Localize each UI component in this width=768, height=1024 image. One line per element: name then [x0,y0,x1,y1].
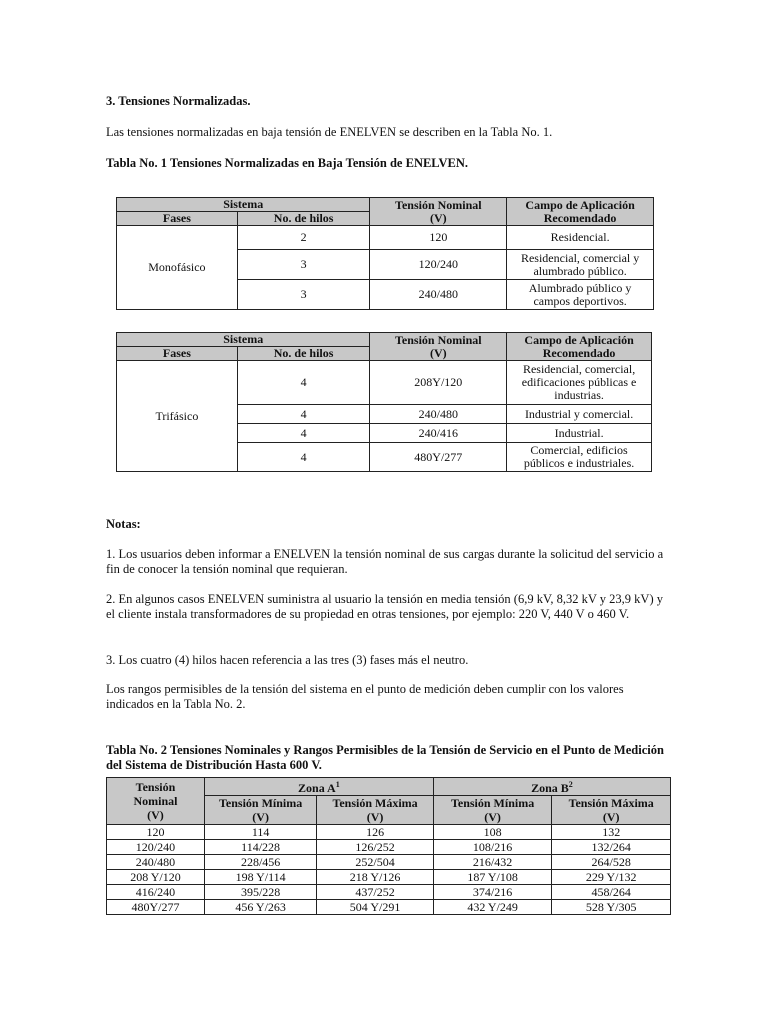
table-cell: Residencial. [507,226,654,250]
table-cell: 4 [237,443,370,472]
table-cell: 504 Y/291 [317,900,434,915]
rangos-paragraph: Los rangos permisibles de la tensión del sistema en el punto de medición deben cumplir con los valores indicados en la Tabla No. 2. [106,682,624,711]
table-cell: 114 [204,825,316,840]
fase-trifasico: Trifásico [117,361,238,472]
table-cell: 432 Y/249 [433,900,552,915]
table-cell: 126 [317,825,434,840]
table-cell: 395/228 [204,885,316,900]
header-fases: Fases [117,212,238,226]
table-trifasico [116,332,652,472]
note-3: 3. Los cuatro (4) hilos hacen referencia a las tres (3) fases más el neutro. [106,653,469,667]
table-cell: 108/216 [433,840,552,855]
header-tension-maxima: Tensión Máxima (V) [317,796,434,825]
table-cell: Residencial, comercial, edificaciones públicas e industrias. [507,361,652,405]
notas-heading: Notas: [106,517,141,531]
table-cell: 4 [237,424,370,443]
table-cell: 528 Y/305 [552,900,671,915]
table-cell: 208 Y/120 [107,870,205,885]
table-cell: 416/240 [107,885,205,900]
header-tension-minima: Tensión Mínima (V) [204,796,316,825]
table-cell: 4 [237,361,370,405]
table-cell: 480Y/277 [107,900,205,915]
table-cell: 229 Y/132 [552,870,671,885]
header-tension-maxima: Tensión Máxima (V) [552,796,671,825]
table-cell: 228/456 [204,855,316,870]
table-cell: 240/480 [370,405,507,424]
table-cell: 108 [433,825,552,840]
table-cell: 264/528 [552,855,671,870]
table-cell: 187 Y/108 [433,870,552,885]
table-cell: 456 Y/263 [204,900,316,915]
table-cell: 4 [237,405,370,424]
table-cell: 437/252 [317,885,434,900]
header-hilos: No. de hilos [237,212,370,226]
header-hilos: No. de hilos [237,347,370,361]
table-cell: 132/264 [552,840,671,855]
note-2: 2. En algunos casos ENELVEN suministra al usuario la tensión en media tensión (6,9 kV, 8,32 kV y 23,9 kV) y el cliente instala transformadores de su propiedad en otras tensiones, por ejemplo: 220 V, 440 V o 460 V. [106,592,663,621]
table-cell: 240/416 [370,424,507,443]
header-fases: Fases [117,347,238,361]
table-cell: Alumbrado público y campos deportivos. [507,280,654,310]
table-cell: 2 [237,226,370,250]
header-tension-nominal: Tensión Nominal (V) [370,198,507,226]
table-cell: 132 [552,825,671,840]
table-cell: 480Y/277 [370,443,507,472]
section-title: 3. Tensiones Normalizadas. [106,94,251,108]
header-campo-aplicacion: Campo de Aplicación Recomendado [507,333,652,361]
table-cell: 240/480 [370,280,507,310]
table-cell: 216/432 [433,855,552,870]
table-cell: Industrial y comercial. [507,405,652,424]
header-tension-nominal: Tensión Nominal (V) [370,333,507,361]
table-cell: Residencial, comercial y alumbrado público. [507,250,654,280]
table-cell: 458/264 [552,885,671,900]
fase-monofasico: Monofásico [117,226,238,310]
header-tension-minima: Tensión Mínima (V) [433,796,552,825]
header-campo-aplicacion: Campo de Aplicación Recomendado [507,198,654,226]
table-cell: 120 [107,825,205,840]
table-cell: 240/480 [107,855,205,870]
header-zona-b: Zona $B^2$ [433,778,670,796]
table-cell: 126/252 [317,840,434,855]
table-cell: 120/240 [107,840,205,855]
note-1: 1. Los usuarios deben informar a ENELVEN la tensión nominal de sus cargas durante la solicitud del servicio a fin de conocer la tensión nominal que requieran. [106,547,664,576]
table1-title: Tabla No. 1 Tensiones Normalizadas en Baja Tensión de ENELVEN. [106,156,469,170]
header-sistema: Sistema [117,333,370,347]
table-cell: 198 Y/114 [204,870,316,885]
header-zona-a: Zona $A^1$ [204,778,433,796]
table-cell: 114/228 [204,840,316,855]
table-cell: 120/240 [370,250,507,280]
table-cell: Comercial, edificios públicos e industriales. [507,443,652,472]
intro-paragraph: Las tensiones normalizadas en baja tensión de ENELVEN se describen en la Tabla No. 1. [106,125,553,139]
table-cell: Industrial. [507,424,652,443]
table-monofasico [116,197,654,310]
table-cell: 3 [237,280,370,310]
table-cell: 374/216 [433,885,552,900]
table-cell: 252/504 [317,855,434,870]
header-tension-nominal: Tensión Nominal (V) [107,778,205,825]
table-cell: 3 [237,250,370,280]
table-rangos [106,777,671,915]
table-cell: 120 [370,226,507,250]
table-cell: 218 Y/126 [317,870,434,885]
header-sistema: Sistema [117,198,370,212]
table-cell: 208Y/120 [370,361,507,405]
table2-title: Tabla No. 2 Tensiones Nominales y Rangos Permisibles de la Tensión de Servicio en el Punto de Medición del Sistema de Distribución Hasta 600 V. [106,743,664,772]
